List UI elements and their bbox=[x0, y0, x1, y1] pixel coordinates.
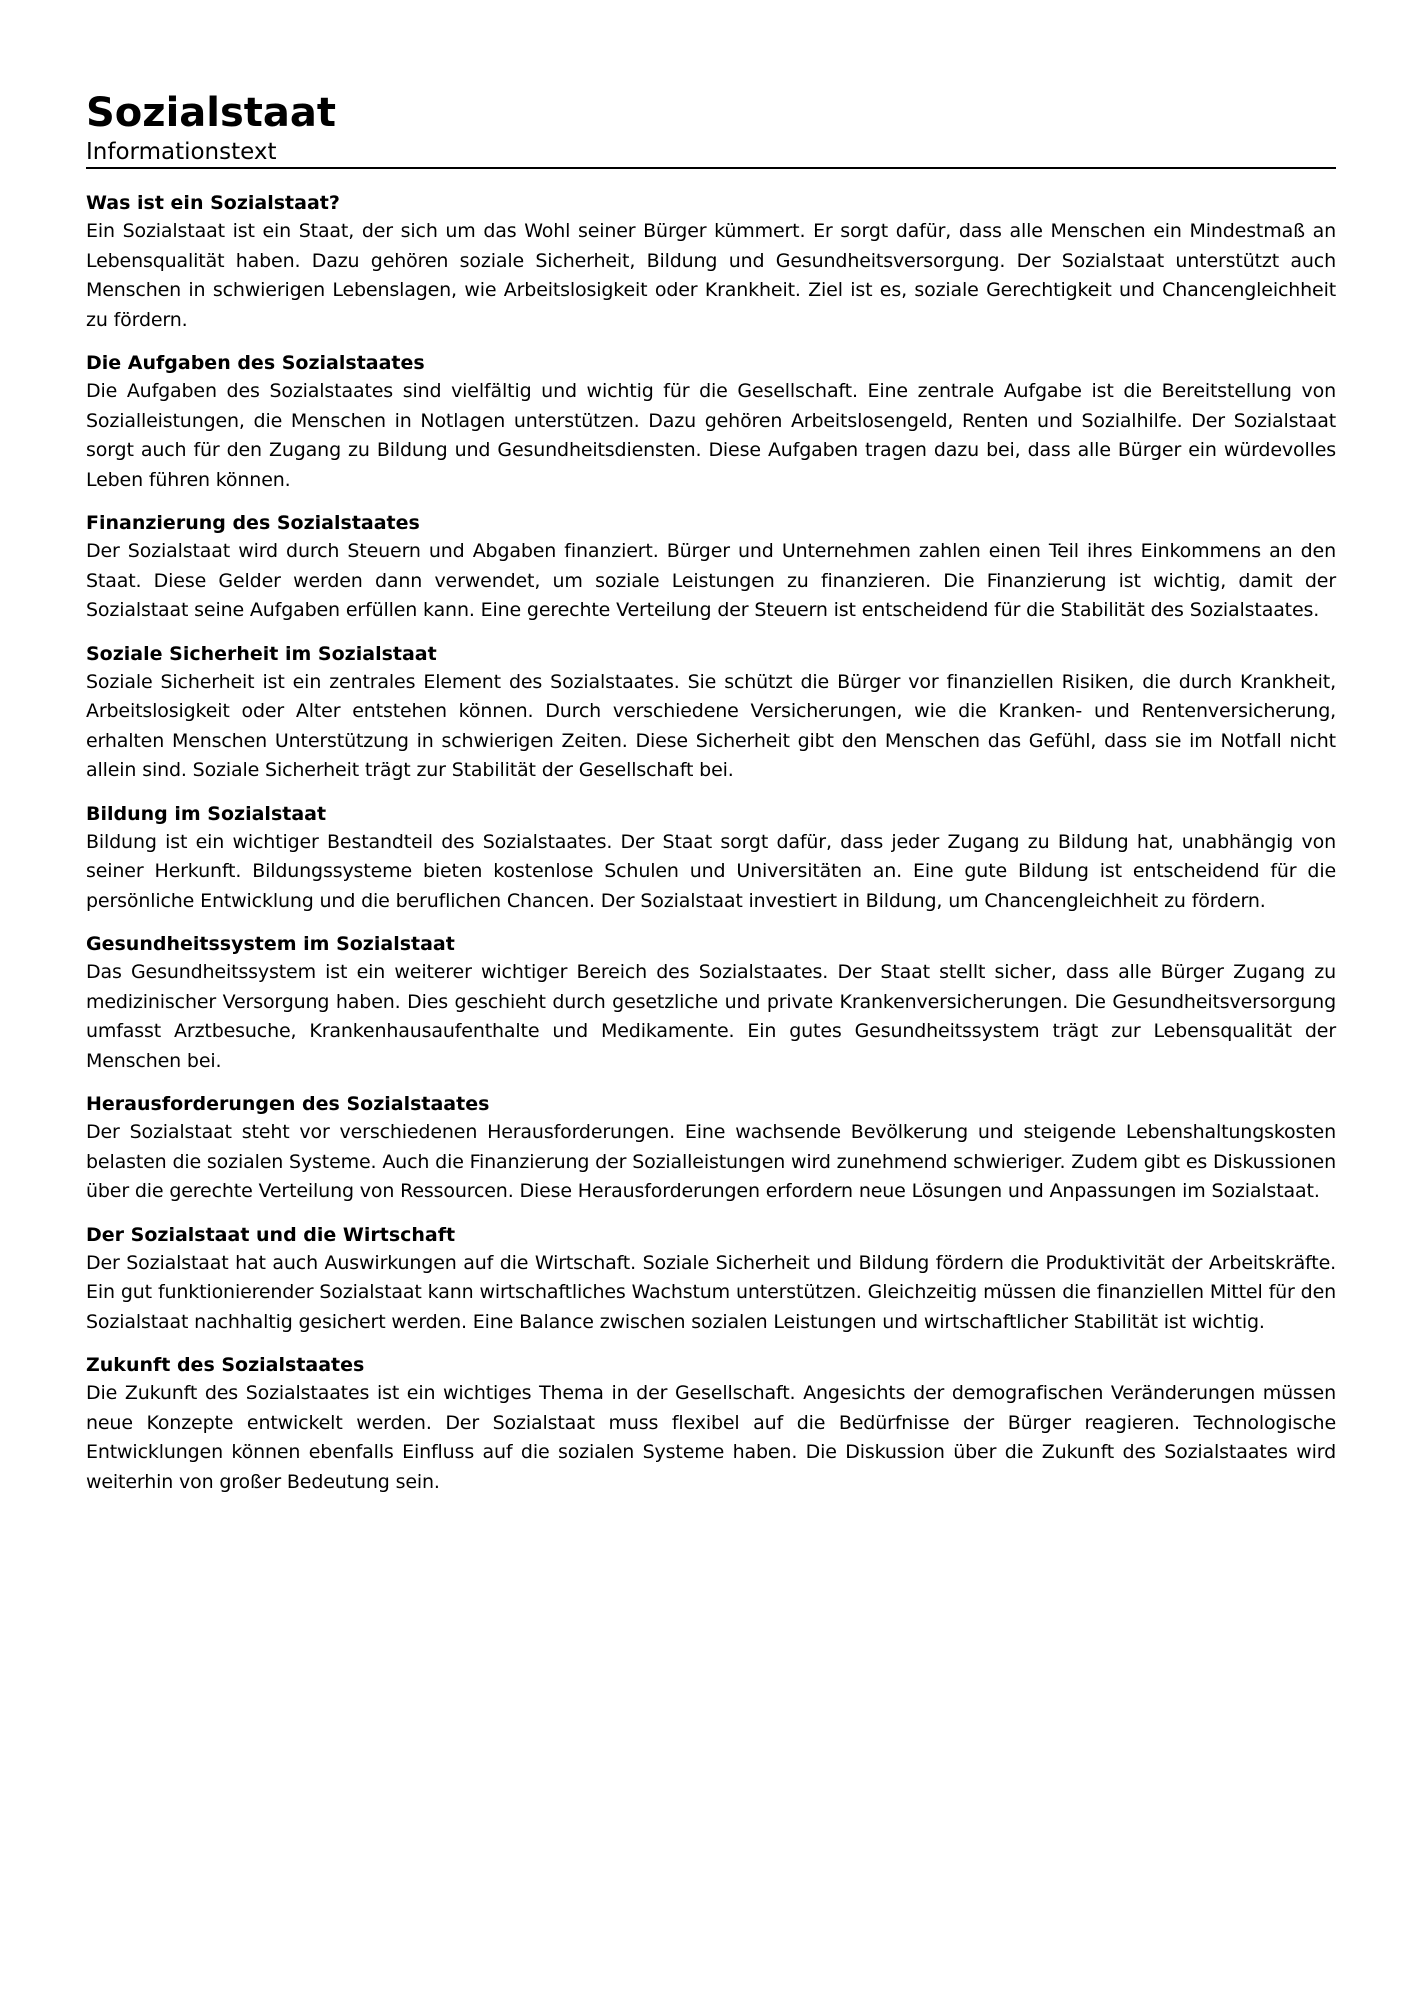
section-body: Die Aufgaben des Sozialstaates sind vielfältig und wichtig für die Gesellschaft. Eine zentrale Aufgabe ist die Bereitstellung von Sozialleistungen, die Menschen in Notlagen unterstützen. Dazu gehören Arbeitslosengeld, Renten und Sozialhilfe. Der Sozialstaat sorgt auch für den Zugang zu Bildung und Gesundheitsdiensten. Diese Aufgaben tragen dazu bei, dass alle Bürger ein würdevolles Leben führen können. bbox=[86, 380, 1336, 491]
document-page bbox=[86, 88, 1336, 1511]
section-body: Der Sozialstaat hat auch Auswirkungen auf die Wirtschaft. Soziale Sicherheit und Bildung fördern die Produktivität der Arbeitskräfte. Ein gut funktionierender Sozialstaat kann wirtschaftliches Wachstum unterstützen. Gleichzeitig müssen die finanziellen Mittel für den Sozialstaat nachhaltig gesichert werden. Eine Balance zwischen sozialen Leistungen und wirtschaftlicher Stabilität ist wichtig. bbox=[86, 1251, 1336, 1333]
section-finanzierung bbox=[86, 509, 1336, 626]
section-aufgaben bbox=[86, 349, 1336, 495]
section-heading: Finanzierung des Sozialstaates bbox=[86, 512, 420, 534]
section-body: Ein Sozialstaat ist ein Staat, der sich um das Wohl seiner Bürger kümmert. Er sorgt dafür, dass alle Menschen ein Mindestmaß an Lebensqualität haben. Dazu gehören soziale Sicherheit, Bildung und Gesundheitsversorgung. Der Sozialstaat unterstützt auch Menschen in schwierigen Lebenslagen, wie Arbeitslosigkeit oder Krankheit. Ziel ist es, soziale Gerechtigkeit und Chancengleichheit zu fördern. bbox=[86, 220, 1336, 331]
sections-container bbox=[86, 189, 1336, 1497]
section-wirtschaft bbox=[86, 1221, 1336, 1338]
section-heading: Herausforderungen des Sozialstaates bbox=[86, 1093, 490, 1115]
section-body: Der Sozialstaat steht vor verschiedenen Herausforderungen. Eine wachsende Bevölkerung und steigende Lebenshaltungskosten belasten die sozialen Systeme. Auch die Finanzierung der Sozialleistungen wird zunehmend schwieriger. Zudem gibt es Diskussionen über die gerechte Verteilung von Ressourcen. Diese Herausforderungen erfordern neue Lösungen und Anpassungen im Sozialstaat. bbox=[86, 1121, 1336, 1202]
section-body: Der Sozialstaat wird durch Steuern und Abgaben finanziert. Bürger und Unternehmen zahlen einen Teil ihres Einkommens an den Staat. Diese Gelder werden dann verwendet, um soziale Leistungen zu finanzieren. Die Finanzierung ist wichtig, damit der Sozialstaat seine Aufgaben erfüllen kann. Eine gerechte Verteilung der Steuern ist entscheidend für die Stabilität des Sozialstaates. bbox=[86, 540, 1336, 621]
document-subtitle: Informationstext bbox=[86, 138, 1336, 169]
section-herausforderungen bbox=[86, 1090, 1336, 1207]
document-title: Sozialstaat bbox=[86, 90, 337, 136]
section-zukunft bbox=[86, 1351, 1336, 1497]
section-soziale-sicherheit bbox=[86, 640, 1336, 786]
section-heading: Was ist ein Sozialstaat? bbox=[86, 192, 340, 214]
section-heading: Soziale Sicherheit im Sozialstaat bbox=[86, 642, 437, 665]
section-body: Soziale Sicherheit ist ein zentrales Element des Sozialstaates. Sie schützt die Bürger vor finanziellen Risiken, die durch Krankheit, Arbeitslosigkeit oder Alter entstehen können. Durch verschiedene Versicherungen, wie die Kranken- und Rentenversicherung, erhalten Menschen Unterstützung in schwierigen Zeiten. Diese Sicherheit gibt den Menschen das Gefühl, dass sie im Notfall nicht allein sind. Soziale Sicherheit trägt zur Stabilität der Gesellschaft bei. bbox=[86, 670, 1336, 781]
section-heading: Bildung im Sozialstaat bbox=[86, 802, 327, 825]
section-gesundheitssystem bbox=[86, 930, 1336, 1076]
section-heading: Der Sozialstaat und die Wirtschaft bbox=[86, 1223, 456, 1246]
section-heading: Zukunft des Sozialstaates bbox=[86, 1354, 365, 1376]
section-heading: Die Aufgaben des Sozialstaates bbox=[86, 352, 425, 374]
section-body: Das Gesundheitssystem ist ein weiterer wichtiger Bereich des Sozialstaates. Der Staat stellt sicher, dass alle Bürger Zugang zu medizinischer Versorgung haben. Dies geschieht durch gesetzliche und private Krankenversicherungen. Die Gesundheitsversorgung umfasst Arztbesuche, Krankenhausaufenthalte und Medikamente. Ein gutes Gesundheitssystem trägt zur Lebensqualität der Menschen bei. bbox=[86, 961, 1336, 1072]
section-bildung bbox=[86, 800, 1336, 917]
section-body: Die Zukunft des Sozialstaates ist ein wichtiges Thema in der Gesellschaft. Angesichts der demografischen Veränderungen müssen neue Konzepte entwickelt werden. Der Sozialstaat muss flexibel auf die Bedürfnisse der Bürger reagieren. Technologische Entwicklungen können ebenfalls Einfluss auf die sozialen Systeme haben. Die Diskussion über die Zukunft des Sozialstaates wird weiterhin von großer Bedeutung sein. bbox=[86, 1382, 1336, 1493]
section-was-ist-ein-sozialstaat bbox=[86, 189, 1336, 335]
section-body: Bildung ist ein wichtiger Bestandteil des Sozialstaates. Der Staat sorgt dafür, dass jeder Zugang zu Bildung hat, unabhängig von seiner Herkunft. Bildungssysteme bieten kostenlose Schulen und Universitäten an. Eine gute Bildung ist entscheidend für die persönliche Entwicklung und die beruflichen Chancen. Der Sozialstaat investiert in Bildung, um Chancengleichheit zu fördern. bbox=[86, 830, 1336, 912]
section-heading: Gesundheitssystem im Sozialstaat bbox=[86, 933, 455, 955]
